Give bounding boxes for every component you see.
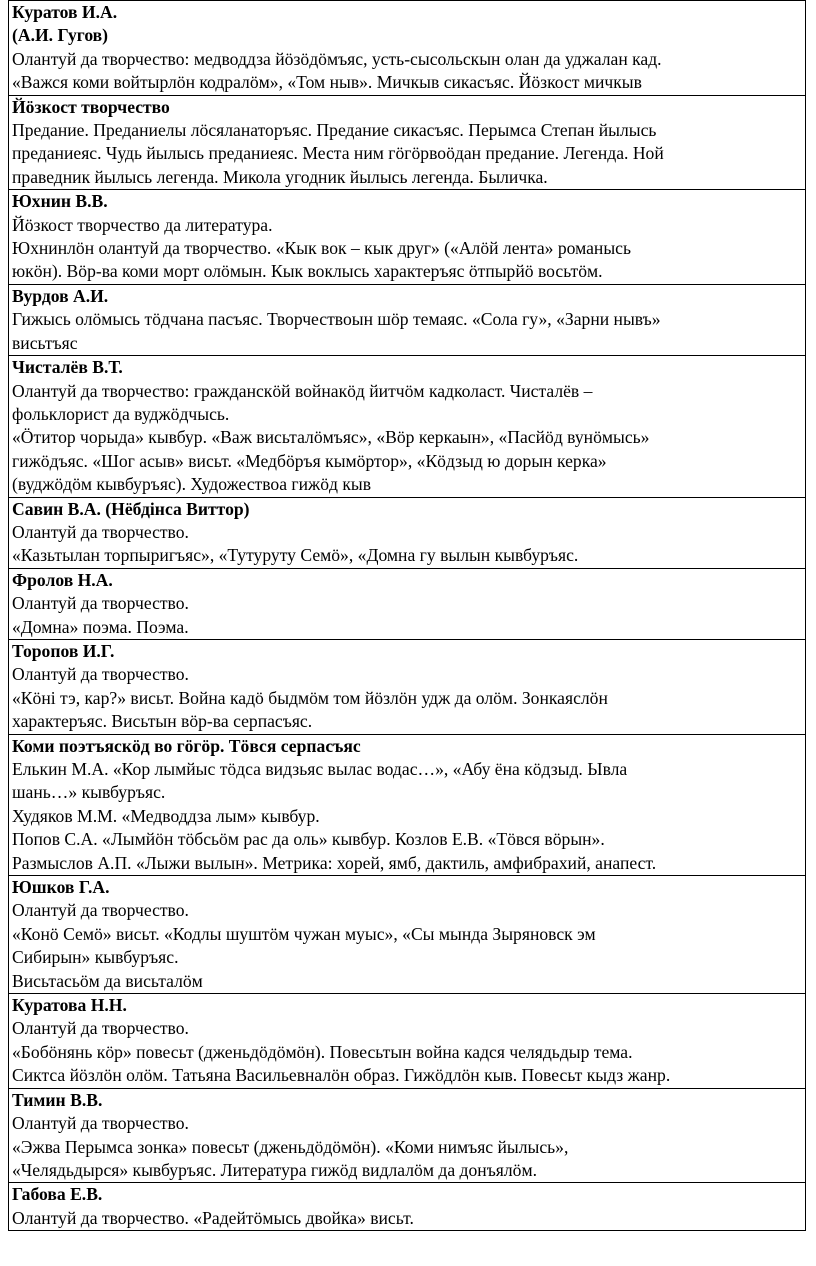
row-heading: Чисталёв В.Т. — [12, 357, 123, 378]
row-text-line: характеръяс. Висьтын вöр-ва серпасъяс. — [12, 711, 313, 732]
row-text-line: Елькин М.А. «Кор лымйыс тöдса видзьяс вылас водас…», «Абу ёна кöдзыд. Ывла — [12, 759, 628, 779]
table-row — [9, 497, 805, 568]
row-text-line: преданиеяс. Чудь йылысь преданиеяс. Места ним гöгöрвоöдан предание. Легенда. Ной — [12, 143, 664, 164]
row-text-line: «Бобöнянь кöр» повесьт (дженьдöдöмöн). Повесьтын война кадся челядьдыр тема. — [12, 1041, 633, 1062]
row-text-line: Предание. Преданиелы лöсяланаторъяс. Предание сикасъяс. Перымса Степан йылысь — [12, 120, 657, 141]
row-text-line: шань…» кывбуръяс. — [12, 782, 166, 803]
row-text-line: «Öтитор чорыда» кывбур. «Важ висьталöмъяс», «Вöр керкаын», «Пасйöд вунöмысь» — [12, 427, 650, 448]
row-text-line: Сибирын» кывбуръяс. — [12, 947, 179, 968]
row-text-line: «Эжва Перымса зонка» повесьт (дженьдöдöмöн). «Коми нимъяс йылысь», — [12, 1136, 569, 1157]
row-text-line: Размыслов А.П. «Лыжи вылын». Метрика: хорей, ямб, дактиль, амфибрахий, анапест. — [12, 852, 657, 873]
row-text-line: фольклорист да вуджöдчысь. — [12, 403, 230, 424]
row-heading: Торопов И.Г. — [12, 640, 115, 661]
table-row — [9, 993, 805, 1088]
curriculum-table — [8, 0, 806, 1231]
row-text-line: юкöн). Вöр-ва коми морт олöмын. Кык воклысь характеръяс öтпырйö восьтöм. — [12, 261, 603, 282]
table-row — [9, 639, 805, 734]
row-heading: (А.И. Гугов) — [12, 25, 109, 46]
row-text-line: Олантуй да творчество. — [12, 900, 189, 921]
row-text-line: «Конö Семö» висьт. «Кодлы шуштöм чужан муыс», «Сы мында Зыряновск эм — [12, 923, 596, 944]
row-text-line: Гижысь олöмысь тöдчана пасъяс. Творчествоын шöр темаяс. «Сола гу», «Зарни нывъ» — [12, 309, 661, 330]
row-heading: Коми поэтъяскöд во гöгöр. Тöвся серпасъяс — [12, 735, 361, 756]
row-text-line: Олантуй да творчество. — [12, 1018, 189, 1039]
table-row — [9, 1088, 805, 1183]
table-row — [9, 284, 805, 355]
row-text-line: Сиктса йöзлöн олöм. Татьяна Васильевналöн образ. Гижöдлöн кыв. Повесьт кыдз жанр. — [12, 1065, 671, 1086]
row-text-line: Олантуй да творчество. — [12, 521, 189, 542]
row-heading: Юхнин В.В. — [12, 191, 108, 212]
row-text-line: (вуджöдöм кывбуръяс). Художествоа гижöд кыв — [12, 474, 372, 495]
table-row — [9, 189, 805, 284]
row-text-line: Попов С.А. «Лымйöн тöбсьöм рас да оль» кывбур. Козлов Е.В. «Тöвся вöрын». — [12, 829, 605, 850]
row-heading: Куратов И.А. — [12, 2, 118, 22]
table-row — [9, 568, 805, 639]
row-text-line: Олантуй да творчество. — [12, 593, 189, 614]
table-row — [9, 95, 805, 190]
row-text-line: Худяков М.М. «Медводдза лым» кывбур. — [12, 805, 320, 826]
row-heading: Йöзкост творчество — [12, 96, 170, 117]
row-text-line: Юхнинлöн олантуй да творчество. «Кык вок – кык друг» («Алöй лента» романысь — [12, 238, 631, 259]
row-text-line: висьтъяс — [12, 332, 78, 353]
table-row — [9, 355, 805, 496]
row-heading: Савин В.А. (Нёбдінса Виттор) — [12, 498, 250, 519]
table-row — [9, 1, 805, 95]
table-row — [9, 734, 805, 875]
row-heading: Вурдов А.И. — [12, 285, 109, 306]
row-text-line: гижöдъяс. «Шог асыв» висьт. «Медбöръя кымöртор», «Кöдзыд ю дорын керка» — [12, 450, 607, 471]
row-text-line: Олантуй да творчество. — [12, 664, 189, 685]
row-text-line: «Челядьдырся» кывбуръяс. Литература гижöд видлалöм да донъялöм. — [12, 1159, 538, 1180]
row-text-line: «Кöні тэ, кар?» висьт. Война кадö быдмöм том йöзлöн удж да олöм. Зонкаяслöн — [12, 687, 608, 708]
row-heading: Юшков Г.А. — [12, 877, 110, 898]
row-text-line: Олантуй да творчество: медводдза йöзöдöмъяс, усть-сысольскын олан да уджалан кад. — [12, 48, 662, 69]
row-text-line: Висьтасьöм да висьталöм — [12, 970, 203, 991]
row-text-line: праведник йылысь легенда. Миколa угодник йылысь легенда. Быличка. — [12, 166, 548, 187]
row-text-line: «Домна» поэма. Поэма. — [12, 616, 189, 637]
row-text-line: Олантуй да творчество. — [12, 1113, 189, 1134]
row-heading: Куратова Н.Н. — [12, 995, 127, 1016]
row-heading: Фролов Н.А. — [12, 569, 113, 590]
row-heading: Габова Е.В. — [12, 1184, 103, 1205]
row-text-line: Олантуй да творчество. «Радейтöмысь двойка» висьт. — [12, 1207, 414, 1228]
table-row — [9, 875, 805, 993]
table-row — [9, 1182, 805, 1230]
row-text-line: «Важся коми войтырлöн кодралöм», «Том ныв». Мичкыв сикасъяс. Йöзкост мичкыв — [12, 72, 642, 93]
row-text-line: Йöзкост творчество да литература. — [12, 214, 273, 235]
row-heading: Тимин В.В. — [12, 1089, 103, 1110]
row-text-line: «Казьтылан торпыригъяс», «Тутуруту Семö», «Домна гу вылын кывбуръяс. — [12, 545, 579, 566]
row-text-line: Олантуй да творчество: гражданскöй войнакöд йитчöм кадколаст. Чисталёв – — [12, 380, 593, 401]
